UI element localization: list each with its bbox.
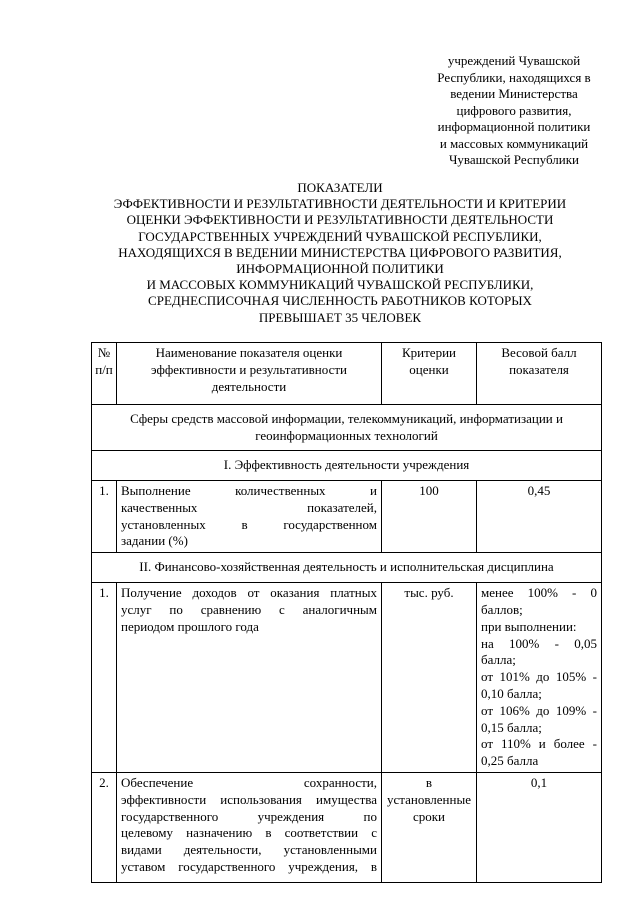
title-line: ОЦЕНКИ ЭФФЕКТИВНОСТИ И РЕЗУЛЬТАТИВНОСТИ ДЕЯТЕЛЬНОСТИ [126,212,554,228]
indicator-name [117,583,382,773]
approval-line: цифрового развития, [456,102,572,118]
weight-line: от 101% до 105% - [481,669,597,685]
approval-line: информационной политики [437,119,591,134]
header-name [117,343,382,405]
indicator-line: Выполнение количественных и [121,483,377,498]
header-criteria-line: оценки [409,361,449,377]
approval-line: учреждений Чувашской [447,53,581,68]
weight-line: при выполнении: [481,618,577,634]
indicator-name [117,481,382,553]
weight-value: 0,45 [477,481,602,553]
section-title: II. Финансово-хозяйственная деятельность и исполнительская дисциплина [92,553,602,583]
section-row [92,553,602,583]
indicator-line: периодом прошлого года [121,618,259,634]
header-num [92,343,117,405]
indicator-line: качественных показателей, [121,499,377,515]
section-title: I. Эффективность деятельности учреждения [92,451,602,481]
indicator-line: Получение доходов от оказания платных [121,585,377,601]
indicator-line: услуг по сравнению с аналогичным [121,601,377,617]
indicator-line: видами деятельности, установленными [121,842,377,858]
row-number: 2. [92,772,117,882]
weight-value: 0,1 [477,772,602,882]
title-line: ЭФФЕКТИВНОСТИ И РЕЗУЛЬТАТИВНОСТИ ДЕЯТЕЛЬНОСТИ И КРИТЕРИИ [113,196,567,212]
title-line: СРЕДНЕСПИСОЧНАЯ ЧИСЛЕННОСТЬ РАБОТНИКОВ КОТОРЫХ [148,293,532,309]
title-line: И МАССОВЫХ КОММУНИКАЦИЙ ЧУВАШСКОЙ РЕСПУБЛИКИ, [146,277,534,293]
row-number: 1. [92,583,117,773]
title-line: ПРЕВЫШАЕТ 35 ЧЕЛОВЕК [258,309,422,325]
table-row [92,481,602,553]
weight-line: 0,15 балла; [481,719,542,735]
sphere-row [92,405,602,451]
title-line: ГОСУДАРСТВЕННЫХ УЧРЕЖДЕНИЙ ЧУВАШСКОЙ РЕСПУБЛИКИ, [138,228,542,244]
header-weight [477,343,602,405]
weight-line: от 106% до 109% - [481,702,597,718]
weight-line: баллов; [481,601,523,617]
weight-line: менее 100% - 0 [481,585,597,601]
criteria-line: установленные [387,791,471,807]
header-name-line: Наименование показателя оценки [155,345,343,360]
header-criteria [382,343,477,405]
criteria-value: 100 [382,481,477,553]
table-row [92,583,602,773]
criteria-line: сроки [412,808,446,824]
indicator-line: целевому назначению в соответствии с [121,825,377,841]
approval-block [410,53,618,169]
weight-line: от 110% и более - [481,736,597,752]
approval-line: и массовых коммуникаций [439,135,589,151]
approval-line: Чувашской Республики [448,152,580,167]
header-name-line: эффективности и результативности [151,361,347,377]
weight-scale [477,583,602,773]
title-line: НАХОДЯЩИХСЯ В ВЕДЕНИИ МИНИСТЕРСТВА ЦИФРОВОГО РАЗВИТИЯ, [118,244,562,260]
weight-line: 0,25 балла [481,753,539,769]
indicator-line: государственного учреждения по [121,808,377,824]
weight-line: на 100% - 0,05 [481,635,597,651]
header-name-line: деятельности [211,378,287,394]
header-num-line: № [97,345,111,360]
indicator-name [117,772,382,882]
criteria-value: тыс. руб. [382,583,477,773]
title-line: ПОКАЗАТЕЛИ [297,180,383,195]
approval-line: Республики, находящихся в [437,69,591,85]
header-weight-line: показателя [509,361,569,377]
indicator-line: Обеспечение сохранности, [121,774,377,790]
indicator-line: задании (%) [121,533,188,549]
sphere-cell [92,405,602,451]
header-num-line: п/п [95,361,113,377]
criteria-line: в [425,774,433,790]
indicator-line: эффективности использования имущества [121,791,377,807]
indicators-table [91,342,602,883]
criteria-value [382,772,477,882]
row-number: 1. [92,481,117,553]
header-criteria-line: Критерии [402,345,456,360]
table-row [92,772,602,882]
indicator-line: уставом государственного учреждения, в [121,858,377,874]
weight-line: 0,10 балла; [481,685,542,701]
weight-line: балла; [481,652,516,668]
title-line: ИНФОРМАЦИОННОЙ ПОЛИТИКИ [236,261,444,277]
sphere-line: геоинформационных технологий [255,427,438,443]
sphere-line: Сферы средств массовой информации, телекоммуникаций, информатизации и [130,411,563,426]
header-weight-line: Весовой балл [501,345,577,360]
document-title [80,180,600,326]
indicator-line: установленных в государственном [121,516,377,532]
section-row [92,451,602,481]
table-header-row [92,343,602,405]
approval-line: ведении Министерства [450,86,578,101]
